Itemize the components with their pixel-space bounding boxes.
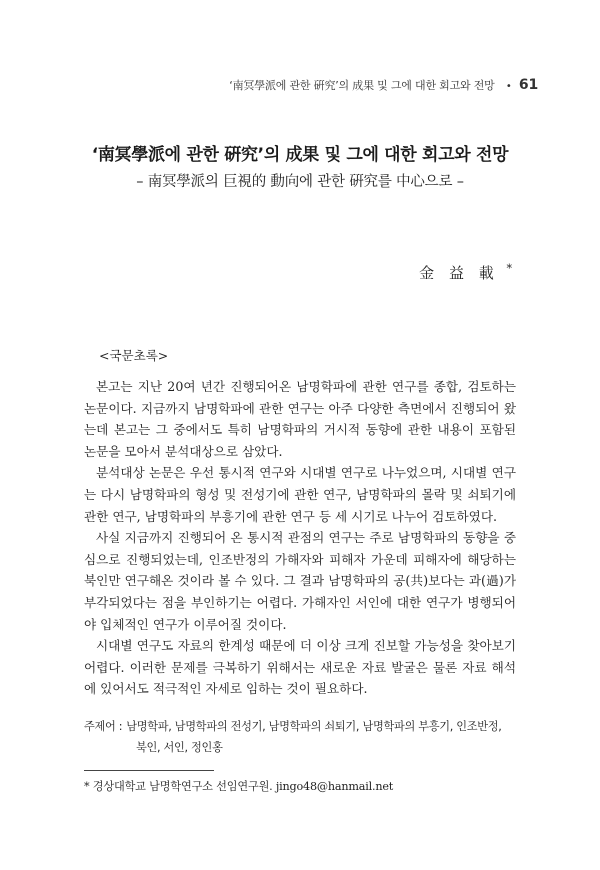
keywords-list-1: 남명학파, 남명학파의 전성기, 남명학파의 쇠퇴기, 남명학파의 부흥기, 인조반정,: [126, 720, 502, 733]
keywords-line-2: 북인, 서인, 정인홍: [136, 741, 223, 754]
abstract-paragraph: 시대별 연구도 자료의 한계성 때문에 더 이상 크게 진보할 가능성을 찾아보기 어렵다. 이러한 문제를 극복하기 위해서는 새로운 자료 발굴은 물론 자료 해석에 있어서도 적극적인 자세로 임하는 것이 필요하다.: [84, 638, 516, 697]
article-subtitle: – 南冥學派의 巨視的 動向에 관한 硏究를 中心으로 –: [136, 174, 464, 190]
abstract-label: <국문초록>: [99, 348, 169, 363]
abstract-paragraph: 분석대상 논문은 우선 통시적 연구와 시대별 연구로 나누었으며, 시대별 연구는 다시 남명학파의 형성 및 전성기에 관한 연구, 남명학파의 몰락 및 쇠퇴기에 관한 연구, 남명학파의 부흥기에 관한 연구 등 세 시기로 나누어 검토하였다.: [84, 465, 516, 524]
keywords-label: 주제어 :: [84, 720, 123, 733]
running-header-bullet: •: [505, 81, 512, 92]
author-footnote-mark: *: [506, 262, 512, 275]
abstract-paragraph: 사실 지금까지 진행되어 온 통시적 관점의 연구는 주로 남명학파의 동향을 중심으로 진행되었는데, 인조반정의 가해자와 피해자 가운데 피해자에 해당하는 북인만 연구해온 것이라 볼 수 있다. 그 결과 남명학파의 공(共)보다는 과(過)가 부각되었다는 점을 부인하기는 어렵다. 가해자인 서인에 대한 연구가 병행되어야 입체적인 연구가 이루어질 것이다.: [84, 530, 516, 632]
abstract-paragraph: 본고는 지난 20여 년간 진행되어온 남명학파에 관한 연구를 종합, 검토하는 논문이다. 지금까지 남명학파에 관한 연구는 아주 다양한 측면에서 진행되어 왔는데 본고는 그 중에서도 특히 남명학파의 거시적 동향에 관한 내용이 포함된 논문을 모아서 분석대상으로 삼았다.: [84, 379, 516, 459]
abstract-body: [84, 376, 516, 700]
keywords-line-1: [84, 716, 516, 737]
footnote: * 경상대학교 남명학연구소 선임연구원. jingo48@hanmail.net: [84, 780, 394, 793]
page-number: 61: [518, 77, 538, 93]
running-header: [229, 77, 538, 93]
running-header-title: ‘南冥學派에 관한 硏究’의 成果 및 그에 대한 회고와 전망: [229, 79, 495, 92]
author: [419, 262, 512, 283]
footnote-divider: [84, 770, 214, 771]
article-title: ‘南冥學派에 관한 硏究’의 成果 및 그에 대한 회고와 전망: [91, 145, 509, 165]
keywords: [84, 716, 516, 758]
author-name: 金 益 載: [419, 264, 499, 282]
